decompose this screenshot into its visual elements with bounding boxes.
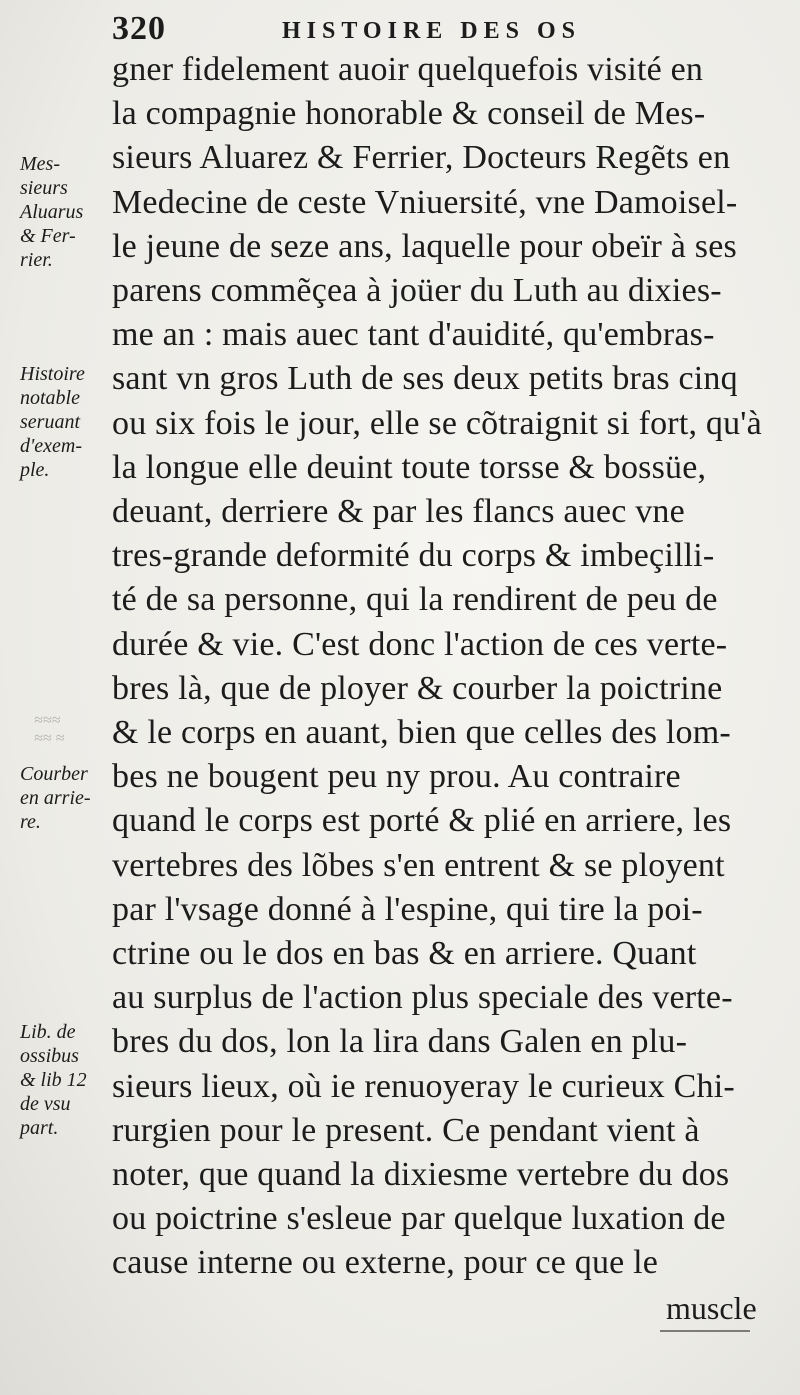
bottom-rule xyxy=(660,1330,750,1332)
margin-note-messieurs xyxy=(20,152,116,272)
margin-note-line: Aluarus xyxy=(20,201,84,223)
text-line: le jeune de seze ans, laquelle pour obeïr à ses xyxy=(112,227,737,265)
page-number: 320 xyxy=(112,10,166,47)
text-line: bres là, que de ployer & courber la poictrine xyxy=(112,669,723,707)
margin-note-line: notable xyxy=(20,387,80,409)
text-line: gner fidelement auoir quelquefois visité en xyxy=(112,51,704,88)
text-line: Medecine de ceste Vniuersité, vne Damoisel- xyxy=(112,183,738,221)
text-line: quand le corps est porté & plié en arriere, les xyxy=(112,802,732,840)
text-line: me an : mais auec tant d'auidité, qu'embras- xyxy=(112,316,715,354)
text-line: deuant, derriere & par les flancs auec vne xyxy=(112,493,685,530)
text-line: ctrine ou le dos en bas & en arriere. Quant xyxy=(112,935,697,972)
bleed-through-ghost: ≈≈≈ ≈≈ ≈ xyxy=(34,712,65,747)
margin-note-courber xyxy=(20,762,116,834)
margin-note-line: d'exem- xyxy=(20,435,83,457)
page-header xyxy=(112,8,772,48)
text-line: & le corps en auant, bien que celles des lom- xyxy=(112,714,731,751)
margin-note-line: en arrie- xyxy=(20,787,91,809)
margin-note-line: & Fer- xyxy=(20,225,76,247)
margin-note-line: Mes- xyxy=(20,153,60,175)
text-line: té de sa personne, qui la rendirent de peu de xyxy=(112,581,718,619)
text-line: bes ne bougent peu ny prou. Au contraire xyxy=(112,758,681,796)
text-line: sieurs Aluarez & Ferrier, Docteurs Regẽts en xyxy=(112,139,731,177)
text-line: durée & vie. C'est donc l'action de ces verte- xyxy=(112,625,728,663)
margin-note-lib xyxy=(20,1020,116,1140)
text-line: sieurs lieux, où ie renuoyeray le curieux Chi- xyxy=(112,1067,735,1105)
margin-note-line: re. xyxy=(20,811,41,833)
margin-note-line: Courber xyxy=(20,763,88,785)
catchword: muscle xyxy=(666,1290,757,1326)
text-line: cause interne ou externe, pour ce que le xyxy=(112,1244,659,1282)
text-line: bres du dos, lon la lira dans Galen en plu- xyxy=(112,1023,688,1061)
margin-note-line: Lib. de xyxy=(20,1021,76,1043)
margin-note-line: sieurs xyxy=(20,177,68,199)
margin-note-line: rier. xyxy=(20,249,53,271)
text-line: sant vn gros Luth de ses deux petits bras cinq xyxy=(112,360,738,398)
margin-note-line: seruant xyxy=(20,411,80,433)
text-line: la longue elle deuint toute torsse & bossüe, xyxy=(112,448,707,486)
margin-note-line: Histoire xyxy=(20,363,85,385)
text-line: vertebres des lõbes s'en entrent & se ployent xyxy=(112,846,725,884)
text-line: la compagnie honorable & conseil de Mes- xyxy=(112,95,706,133)
margin-note-line: de vsu xyxy=(20,1093,71,1115)
text-line: au surplus de l'action plus speciale des verte- xyxy=(112,979,733,1017)
text-line: ou six fois le jour, elle se cõtraignit si fort, qu'à xyxy=(112,404,762,442)
margin-note-line: ple. xyxy=(20,459,50,481)
text-line: noter, que quand la dixiesme vertebre du dos xyxy=(112,1156,730,1193)
text-line: par l'vsage donné à l'espine, qui tire la poi- xyxy=(112,890,703,928)
text-line: tres-grande deformité du corps & imbeçilli- xyxy=(112,537,715,575)
text-line: ou poictrine s'esleue par quelque luxation de xyxy=(112,1200,726,1238)
margin-note-line: ossibus xyxy=(20,1045,79,1067)
margin-note-histoire xyxy=(20,362,116,482)
margin-note-line: part. xyxy=(20,1117,59,1139)
text-line: rurgien pour le present. Ce pendant vient à xyxy=(112,1111,700,1149)
margin-note-line: & lib 12 xyxy=(20,1069,87,1091)
text-line: parens commẽçea à joüer du Luth au dixies- xyxy=(112,272,722,309)
running-head: HISTOIRE DES OS xyxy=(282,18,581,44)
